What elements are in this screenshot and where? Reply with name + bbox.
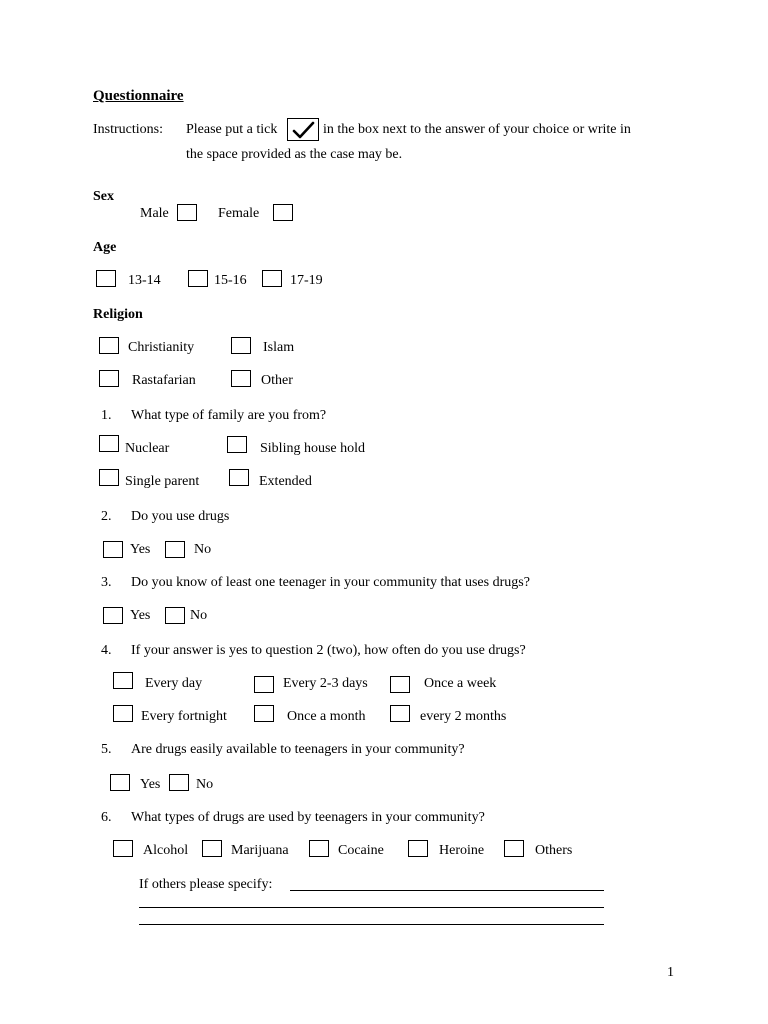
frequency-option-label: Once a month <box>287 709 366 724</box>
family-option-label: Single parent <box>125 474 200 489</box>
answer-label: No <box>194 542 212 557</box>
question-number: 4. <box>101 643 112 658</box>
age-13-14-checkbox[interactable] <box>96 270 116 287</box>
frequency-2-3-days-checkbox[interactable] <box>254 676 274 693</box>
family-option-label: Extended <box>259 474 312 489</box>
age-option-label: 17-19 <box>290 273 323 288</box>
specify-input-line[interactable] <box>139 924 604 925</box>
religion-christianity-checkbox[interactable] <box>99 337 119 354</box>
religion-option-label: Rastafarian <box>132 373 196 388</box>
family-sibling-checkbox[interactable] <box>227 436 247 453</box>
question-number: 2. <box>101 509 112 524</box>
answer-label: Yes <box>130 542 151 557</box>
instructions-label: Instructions: <box>93 122 163 137</box>
answer-label: No <box>190 608 208 623</box>
frequency-fortnight-checkbox[interactable] <box>113 705 133 722</box>
drug-type-label: Marijuana <box>231 843 289 858</box>
frequency-option-label: Every 2-3 days <box>283 676 368 691</box>
sex-male-checkbox[interactable] <box>177 204 197 221</box>
age-17-19-checkbox[interactable] <box>262 270 282 287</box>
frequency-option-label: Every day <box>145 676 203 691</box>
page-title: Questionnaire <box>93 88 184 104</box>
answer-label: Yes <box>140 777 161 792</box>
question-number: 1. <box>101 408 112 423</box>
family-option-label: Sibling house hold <box>260 441 366 456</box>
religion-other-checkbox[interactable] <box>231 370 251 387</box>
question-number: 3. <box>101 575 112 590</box>
instructions-text-start: Please put a tick <box>186 122 278 137</box>
tick-example-box <box>287 118 319 141</box>
drug-type-label: Others <box>535 843 573 858</box>
instructions-text-end: in the box next to the answer of your choice or write in <box>323 122 631 137</box>
frequency-every-day-checkbox[interactable] <box>113 672 133 689</box>
know-teen-no-checkbox[interactable] <box>165 607 185 624</box>
frequency-option-label: Once a week <box>424 676 497 691</box>
drug-type-cocaine-checkbox[interactable] <box>309 840 329 857</box>
specify-label: If others please specify: <box>139 877 273 892</box>
drug-type-alcohol-checkbox[interactable] <box>113 840 133 857</box>
religion-option-label: Islam <box>263 340 295 355</box>
age-heading: Age <box>93 240 117 255</box>
drug-type-others-checkbox[interactable] <box>504 840 524 857</box>
sex-female-checkbox[interactable] <box>273 204 293 221</box>
age-15-16-checkbox[interactable] <box>188 270 208 287</box>
religion-islam-checkbox[interactable] <box>231 337 251 354</box>
drug-type-label: Alcohol <box>143 843 189 858</box>
drugs-use-no-checkbox[interactable] <box>165 541 185 558</box>
family-nuclear-checkbox[interactable] <box>99 435 119 452</box>
age-option-label: 13-14 <box>128 273 161 288</box>
question-2-text: Do you use drugs <box>131 509 230 524</box>
specify-input-line[interactable] <box>290 890 604 891</box>
family-option-label: Nuclear <box>125 441 170 456</box>
answer-label: Yes <box>130 608 151 623</box>
family-single-parent-checkbox[interactable] <box>99 469 119 486</box>
question-4-text: If your answer is yes to question 2 (two), how often do you use drugs? <box>131 643 526 658</box>
drugs-use-yes-checkbox[interactable] <box>103 541 123 558</box>
drug-type-label: Cocaine <box>338 843 384 858</box>
page-number: 1 <box>667 965 674 980</box>
frequency-2-months-checkbox[interactable] <box>390 705 410 722</box>
sex-option-label: Female <box>218 206 260 221</box>
know-teen-yes-checkbox[interactable] <box>103 607 123 624</box>
question-5-text: Are drugs easily available to teenagers in your community? <box>131 742 465 757</box>
sex-heading: Sex <box>93 189 114 204</box>
specify-input-line[interactable] <box>139 907 604 908</box>
availability-no-checkbox[interactable] <box>169 774 189 791</box>
question-1-text: What type of family are you from? <box>131 408 327 423</box>
question-3-text: Do you know of least one teenager in your community that uses drugs? <box>131 575 530 590</box>
answer-label: No <box>196 777 214 792</box>
sex-option-label: Male <box>140 206 169 221</box>
family-extended-checkbox[interactable] <box>229 469 249 486</box>
religion-rastafarian-checkbox[interactable] <box>99 370 119 387</box>
availability-yes-checkbox[interactable] <box>110 774 130 791</box>
frequency-option-label: Every fortnight <box>141 709 227 724</box>
drug-type-marijuana-checkbox[interactable] <box>202 840 222 857</box>
age-option-label: 15-16 <box>214 273 247 288</box>
religion-heading: Religion <box>93 307 143 322</box>
drug-type-heroine-checkbox[interactable] <box>408 840 428 857</box>
question-6-text: What types of drugs are used by teenagers in your community? <box>131 810 485 825</box>
frequency-once-week-checkbox[interactable] <box>390 676 410 693</box>
frequency-once-month-checkbox[interactable] <box>254 705 274 722</box>
religion-option-label: Other <box>261 373 293 388</box>
question-number: 5. <box>101 742 112 757</box>
question-number: 6. <box>101 810 112 825</box>
check-mark-icon <box>292 121 316 140</box>
religion-option-label: Christianity <box>128 340 195 355</box>
instructions-text-line2: the space provided as the case may be. <box>186 147 403 162</box>
frequency-option-label: every 2 months <box>420 709 507 724</box>
drug-type-label: Heroine <box>439 843 485 858</box>
